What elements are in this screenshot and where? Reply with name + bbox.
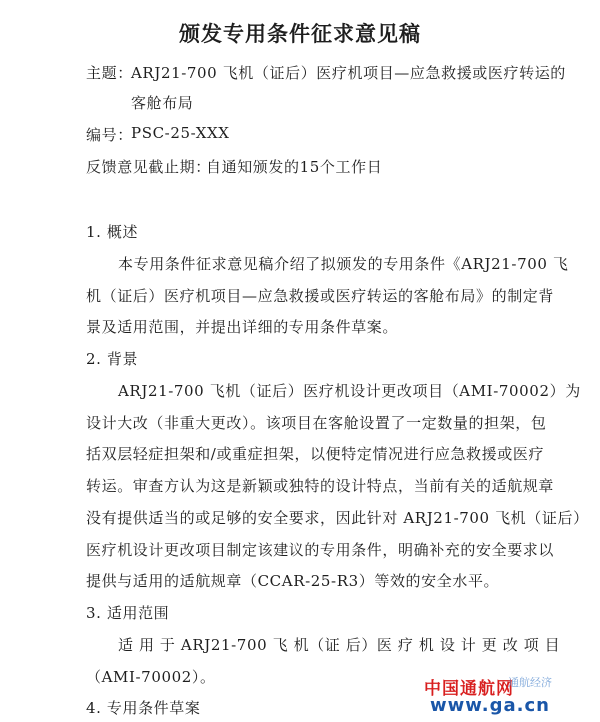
watermark-url: www.ga.cn — [430, 695, 550, 716]
background-line-4: 转运。审查方认为这是新颖或独特的设计特点，当前有关的适航规章 — [86, 477, 555, 495]
background-line-1: ARJ21-700 飞机（证后）医疗机设计更改项目（AMI-70002）为 — [118, 382, 581, 400]
subject-line-2: 客舱布局 — [131, 94, 194, 112]
site-watermark — [424, 674, 594, 718]
section-heading-scope: 3. 适用范围 — [86, 604, 170, 622]
deadline-label: 反馈意见截止期： — [86, 158, 211, 176]
section-heading-draft: 4. 专用条件草案 — [86, 699, 201, 717]
section-heading-background: 2. 背景 — [86, 350, 139, 368]
background-line-7: 提供与适用的适航规章（CCAR-25-R3）等效的安全水平。 — [86, 572, 500, 590]
background-line-2: 设计大改（非重大更改）。该项目在客舱设置了一定数量的担架，包 — [86, 414, 547, 432]
scope-line-1: 适 用 于 ARJ21-700 飞 机（证 后）医 疗 机 设 计 更 改 项 目 — [118, 636, 561, 654]
background-line-5: 没有提供适当的或足够的安全要求，因此针对 ARJ21-700 飞机（证后） — [86, 509, 589, 527]
subject-label: 主题： — [86, 64, 133, 82]
scope-line-2: （AMI-70002）。 — [86, 668, 216, 686]
deadline-value: 自通知颁发的15个工作日 — [206, 158, 383, 176]
number-value: PSC-25-XXX — [131, 124, 230, 142]
number-label: 编号： — [86, 126, 133, 144]
section-heading-overview: 1. 概述 — [86, 223, 139, 241]
overview-line-1: 本专用条件征求意见稿介绍了拟颁发的专用条件《ARJ21-700 飞 — [118, 255, 569, 273]
watermark-brand: 中国通航网 — [424, 679, 514, 699]
watermark-tagline: 通航经济 — [508, 676, 552, 689]
subject-line-1: ARJ21-700 飞机（证后）医疗机项目—应急救援或医疗转运的 — [131, 64, 566, 82]
overview-line-3: 景及适用范围，并提出详细的专用条件草案。 — [86, 318, 399, 336]
overview-line-2: 机（证后）医疗机项目—应急救援或医疗转运的客舱布局》的制定背 — [86, 287, 555, 305]
background-line-3: 括双层轻症担架和/或重症担架，以便特定情况进行应急救援或医疗 — [86, 445, 545, 463]
document-title: 颁发专用条件征求意见稿 — [179, 21, 421, 46]
background-line-6: 医疗机设计更改项目制定该建议的专用条件，明确补充的安全要求以 — [86, 541, 555, 559]
